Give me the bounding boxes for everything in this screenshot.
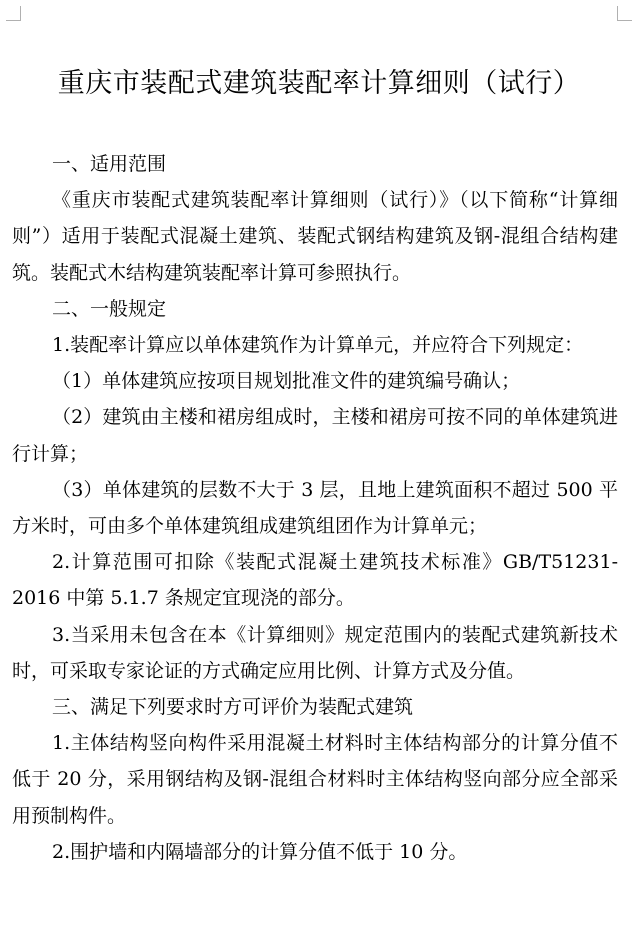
document-title: 重庆市装配式建筑装配率计算细则（试行） — [57, 68, 581, 99]
paragraph-rule-1-item-1: （1）单体建筑应按项目规划批准文件的建筑编号确认； — [52, 370, 521, 393]
paragraph-requirement-1: 1.主体结构竖向构件采用混凝土材料时主体结构部分的计算分值不低于 20 分，采用钢结构及钢-混组合材料时主体结构竖向部分应全部采用预制构件。 — [12, 732, 618, 827]
page-corner-mark-top-left — [6, 6, 21, 21]
paragraph-rule-2: 2.计算范围可扣除《装配式混凝土建筑技术标准》GB/T51231-2016 中第 5.1.7 条规定宜现浇的部分。 — [12, 551, 618, 610]
paragraph-scope: 《重庆市装配式建筑装配率计算细则（试行）》（以下简称“计算细则”）适用于装配式混凝土建筑、装配式钢结构建筑及钢-混组合结构建筑。装配式木结构建筑装配率计算可参照执行。 — [12, 189, 618, 284]
section-heading-requirements: 三、满足下列要求时方可评价为装配式建筑 — [52, 696, 414, 719]
paragraph-rule-3: 3.当采用未包含在本《计算细则》规定范围内的装配式建筑新技术时，可采取专家论证的方式确定应用比例、计算方式及分值。 — [12, 623, 618, 682]
section-heading-scope: 一、适用范围 — [52, 153, 167, 175]
paragraph-rule-1-item-3: （3）单体建筑的层数不大于 3 层，且地上建筑面积不超过 500 平方米时，可由多个单体建筑组成建筑组团作为计算单元； — [12, 478, 618, 538]
paragraph-requirement-2: 2.围护墙和内隔墙部分的计算分值不低于 10 分。 — [52, 840, 468, 863]
page-corner-mark-top-right — [617, 6, 632, 21]
section-heading-general-rules: 二、一般规定 — [52, 297, 167, 320]
paragraph-rule-1-item-2: （2）建筑由主楼和裙房组成时，主楼和裙房可按不同的单体建筑进行计算； — [12, 406, 618, 465]
paragraph-rule-1: 1.装配率计算应以单体建筑作为计算单元，并应符合下列规定： — [52, 334, 584, 357]
document-body — [12, 146, 618, 870]
